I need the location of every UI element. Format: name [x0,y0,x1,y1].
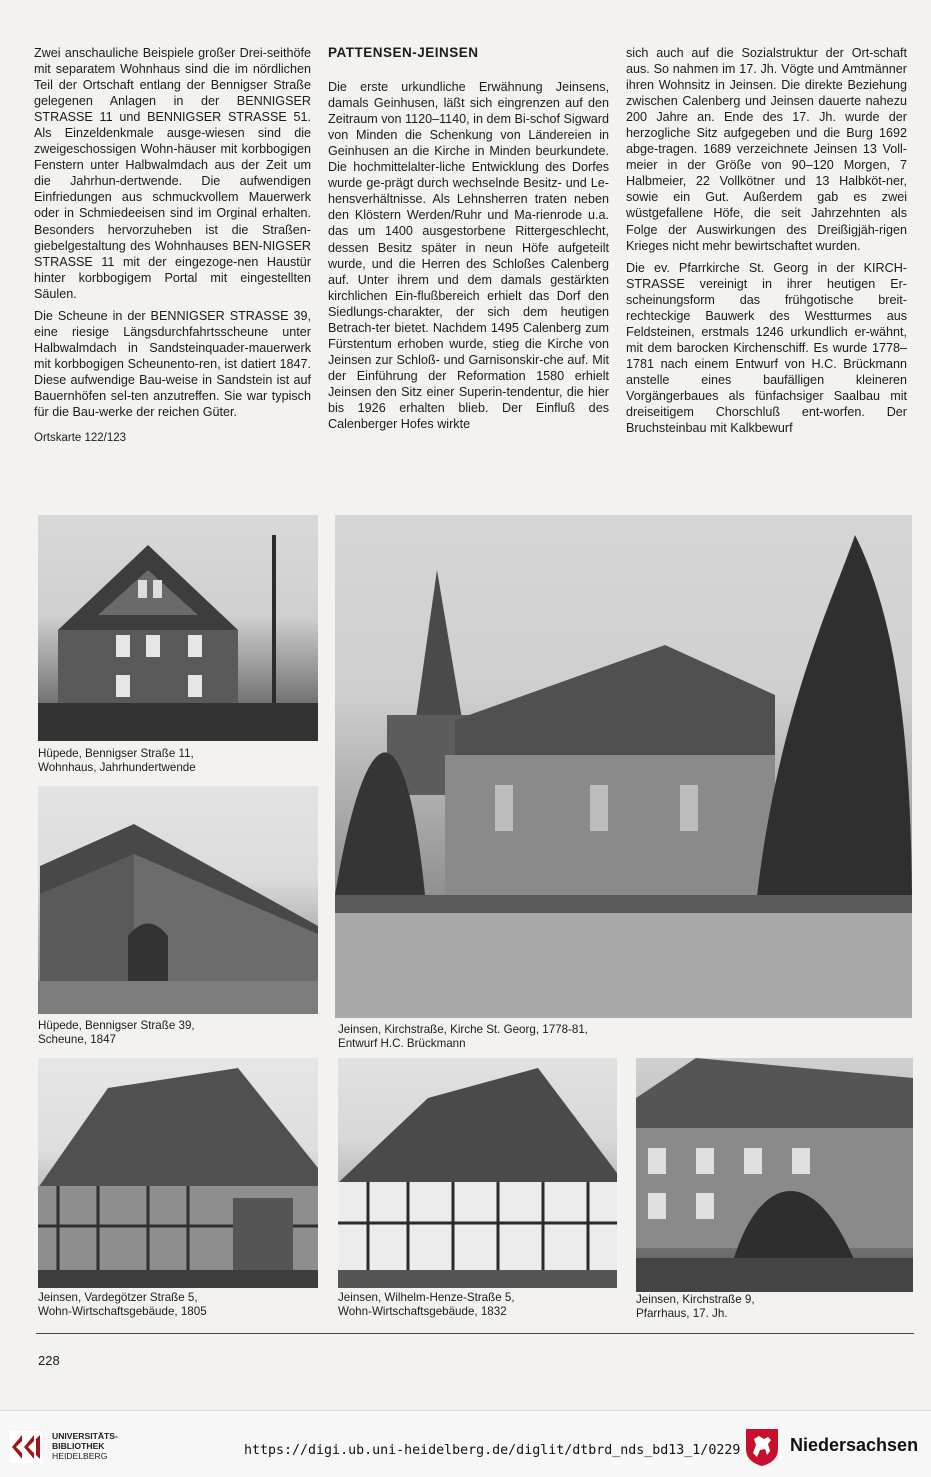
map-reference: Ortskarte 122/123 [34,432,127,445]
footer-bar [0,1410,931,1477]
paragraph: Zwei anschauliche Beispiele großer Drei-seithöfe mit separatem Wohnhaus sind die im nördlichen Teil der Ortschaft entlang der Bennigser Straße gelegenen Anlagen in der BENNIGSER STRASSE 11 und BENNIGSER STRASSE 51. Als Einzeldenkmale ausge-wiesen sind die zweigeschossigen Wohn-häuser mit korbbogigen Fenstern unter Halbwalmdach aus der Zeit um die Jahrhun-dertwende. Die aufwendigen Einfriedungen aus schmuckvollem Mauerwerk oder in Schmiedeeisen sind im Orginal erhalten. Besonders hervorzuheben ist die Straßen-giebelgestaltung des Wohnhauses BEN-NIGSER STRASSE 11 mit der eingezoge-nen Haustür hinter korbbogigem Portal mit eingestellten Säulen. [34,46,311,301]
paragraph: Die ev. Pfarrkirche St. Georg in der KIRCH-STRASSE vereinigt in ihrer heutigen Er-scheinungsform das frühgotische breit-rechteckige Bauwerk des Westturmes aus Feldsteinen, erstmals 1246 urkundlich er-wähnt, mit dem barocken Kirchenschiff. Es wurde 1778–1781 nach einem Entwurf von H.C. Brückmann anstelle eines baufälligen kleineren Vorgängerbaues als fünfachsiger Saalbau mit dreiseitigem Chorschluß ent-worfen. Der Bruchsteinbau mit Kalkbewurf [626,260,907,436]
text-column-left [34,45,311,446]
text-column-right [626,45,907,442]
caption: Jeinsen, Vardegötzer Straße 5, Wohn-Wirtschaftsgebäude, 1805 [38,1291,207,1319]
library-name: UNIVERSITÄTS- BIBLIOTHEK HEIDELBERG [52,1431,118,1461]
niedersachsen-horse-shield-icon[interactable] [744,1427,780,1467]
photo-pfarrhaus-kirchstrasse-9 [636,1058,913,1292]
photo-house-bennigser-11 [38,515,318,741]
caption: Hüpede, Bennigser Straße 39, Scheune, 1847 [38,1019,195,1047]
paragraph: Die erste urkundliche Erwähnung Jeinsens, damals Geinhusen, läßt sich eingrenzen auf den Zeitraum von 1120–1140, in dem Bi-schof Sigward von Minden die Schenkung von Ländereien in Geinhusen an die Kirche in Minden beurkundete. Die hochmittelalter-liche Entwicklung des Dorfes wurde ge-prägt durch wechselnde Besitz- und Le-hensverhältnisse. Als Lehnsherren traten neben den Klöstern Werden/Ruhr und Ma-rienrode u.a. das um 1400 ausgestorbene Rittergeschlecht, dessen Besitz später in neun Höfe aufgeteilt wurde, und die Herren des Schloßes Calenberg auf. Unter ihrem und dem damals gestärkten kirchlichen Ein-flußbereich erhielt das Dorf den Siedlungs-charakter, der sich dem heutigen Betrach-ter bietet. Nachdem 1495 Calenberg zum Fürstentum erhoben wurde, stieg die Kirche von Jeinsen zur Schloß- und Garnisonskir-che auf. Mit der Einführung der Reformation 1580 erhielt Jeinsen den Sitz einer Superin-tendentur, die hier bis 1926 erhalten blieb. Der Einfluß des Calenberger Hofes wirkte [328,80,609,432]
page-number: 228 [38,1353,60,1368]
uni-heidelberg-logo-icon[interactable] [10,1431,42,1463]
caption: Hüpede, Bennigser Straße 11, Wohnhaus, Jahrhundertwende [38,747,196,775]
state-name: Niedersachsen [790,1435,919,1455]
photo-church-st-georg [335,515,912,1018]
caption: Jeinsen, Kirchstraße, Kirche St. Georg, 1778-81, Entwurf H.C. Brückmann [338,1023,589,1051]
divider [36,1333,914,1334]
photo-barn-bennigser-39 [38,786,318,1014]
caption: Jeinsen, Kirchstraße 9, Pfarrhaus, 17. Jh. [636,1293,755,1321]
section-heading: PATTENSEN-JEINSEN [328,45,479,60]
paragraph: sich auch auf die Sozialstruktur der Ort-schaft aus. So nahmen im 17. Jh. Vögte und Amtmänner ihren Wohnsitz in Jeinsen. Die direkte Beziehung zwischen Calenberg und Jeinsen dauerte nahezu 200 Jahre an. Ende des 17. Jh. wurde der herzogliche Sitz aufgegeben und die Burg 1692 abge-tragen. 1689 verzeichnete Jeinsen 13 Voll-meier in der Größe von 90–120 Morgen, 7 Halbmeier, 22 Vollkötner und 13 Halbköt-ner, sowie ein Gut. Außerdem gab es zwei wüstgefallene Höfe, die seit Jahrzehnten als Folge der Auswirkungen des Dreißigjäh-rigen Krieges nicht mehr bewirtschaftet wurden. [626,46,907,253]
photo-vardegoetzer-5 [38,1058,318,1288]
caption: Jeinsen, Wilhelm-Henze-Straße 5, Wohn-Wirtschaftsgebäude, 1832 [338,1291,515,1319]
source-url-link[interactable]: https://digi.ub.uni-heidelberg.de/diglit/dtbrd_nds_bd13_1/0229 [244,1443,741,1458]
text-column-middle [328,45,609,438]
photo-wilhelm-henze-5 [338,1058,617,1288]
paragraph: Die Scheune in der BENNIGSER STRASSE 39, eine riesige Längsdurchfahrtsscheune unter Halbwalmdach in Sandsteinquader-mauerwerk mit korbbogigen Scheunento-ren, ist datiert 1847. Diese aufwendige Bau-weise in Sandstein ist auf Bauernhöfen sel-ten anzutreffen. Sie war typisch für die Bau-werke der reichen Güter. [34,308,311,420]
